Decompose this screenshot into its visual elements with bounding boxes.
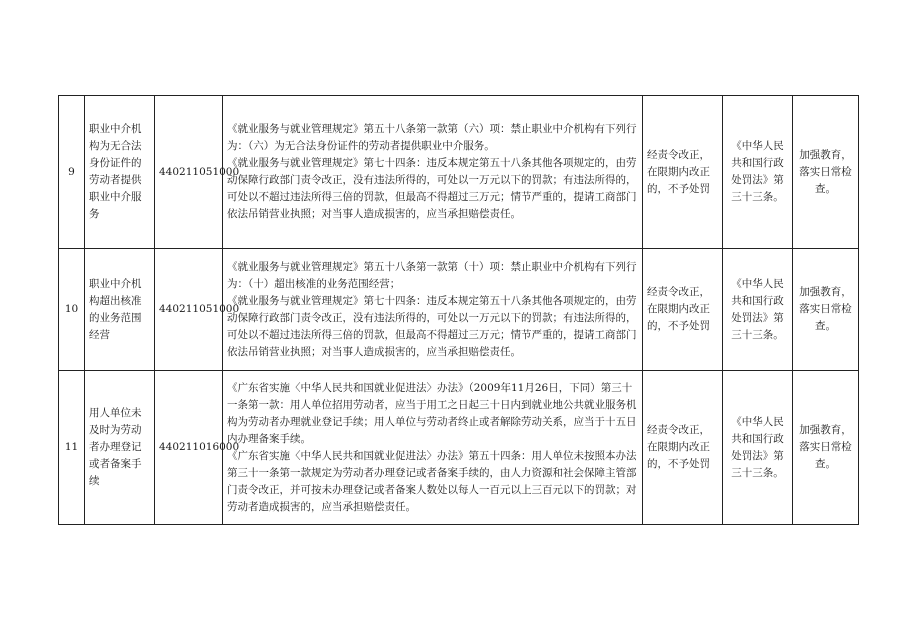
basis-paragraph: 《就业服务与就业管理规定》第七十四条：违反本规定第五十八条其他各项规定的，由劳动保障行政部门责令改正，没有违法所得的，可处以一万元以下的罚款；有违法所得的，可处以不超过违法所得三倍的罚款，但最高不得超过三万元；情节严重的，提请工商部门依法吊销营业执照；对当事人造成损害的，应当承担赔偿责任。 — [227, 294, 637, 358]
table-row — [59, 96, 859, 249]
basis-paragraph: 《就业服务与就业管理规定》第七十四条：违反本规定第五十八条其他各项规定的，由劳动保障行政部门责令改正，没有违法所得的，可处以一万元以下的罚款；有违法所得的，可处以不超过违法所得三倍的罚款，但最高不得超过三万元；情节严重的，提请工商部门依法吊销营业执照；对当事人造成损害的，应当承担赔偿责任。 — [227, 157, 637, 220]
violation-item: 职业中介机构超出核准的业务范围经营 — [85, 249, 155, 371]
legal-basis — [223, 249, 643, 371]
legal-basis — [223, 96, 643, 249]
table-row — [59, 371, 859, 525]
exemption-condition: 经责令改正，在限期内改正的，不予处罚 — [643, 96, 723, 249]
exemption-condition: 经责令改正，在限期内改正的，不予处罚 — [643, 249, 723, 371]
exemption-law: 《中华人民共和国行政处罚法》第三十三条。 — [723, 371, 793, 525]
row-number: 9 — [59, 96, 85, 249]
violation-item: 用人单位未及时为劳动者办理登记或者备案手续 — [85, 371, 155, 525]
supervision-measure: 加强教育，落实日常检查。 — [793, 371, 859, 525]
row-number: 11 — [59, 371, 85, 525]
regulation-table — [58, 95, 859, 525]
supervision-measure: 加强教育，落实日常检查。 — [793, 96, 859, 249]
item-code: 440211051000 — [155, 96, 223, 249]
legal-basis — [223, 371, 643, 525]
exemption-law: 《中华人民共和国行政处罚法》第三十三条。 — [723, 96, 793, 249]
basis-paragraph: 《就业服务与就业管理规定》第五十八条第一款第（六）项：禁止职业中介机构有下列行为：（六）为无合法身份证件的劳动者提供职业中介服务。 — [227, 123, 637, 152]
item-code: 440211051000 — [155, 249, 223, 371]
row-number: 10 — [59, 249, 85, 371]
basis-paragraph: 《就业服务与就业管理规定》第五十八条第一款第（十）项：禁止职业中介机构有下列行为：（十）超出核准的业务范围经营； — [227, 260, 637, 290]
supervision-measure: 加强教育，落实日常检查。 — [793, 249, 859, 371]
basis-paragraph: 《广东省实施〈中华人民共和国就业促进法〉办法》第五十四条：用人单位未按照本办法第三十一条第一款规定为劳动者办理登记或者备案手续的，由人力资源和社会保障主管部门责令改正，并可按未办理登记或者备案人数处以每人一百元以上三百元以下的罚款；对劳动者造成损害的，应当承担赔偿责任。 — [227, 449, 637, 513]
table-row — [59, 249, 859, 371]
violation-item: 职业中介机构为无合法身份证件的劳动者提供职业中介服务 — [85, 96, 155, 249]
basis-paragraph: 《广东省实施〈中华人民共和国就业促进法〉办法》（2009年11月26日，下同）第三十一条第一款：用人单位招用劳动者，应当于用工之日起三十日内到就业地公共就业服务机构为劳动者办理就业登记手续；用人单位与劳动者终止或者解除劳动关系，应当于十五日内办理备案手续。 — [227, 381, 637, 445]
exemption-law: 《中华人民共和国行政处罚法》第三十三条。 — [723, 249, 793, 371]
exemption-condition: 经责令改正，在限期内改正的，不予处罚 — [643, 371, 723, 525]
item-code: 440211016000 — [155, 371, 223, 525]
